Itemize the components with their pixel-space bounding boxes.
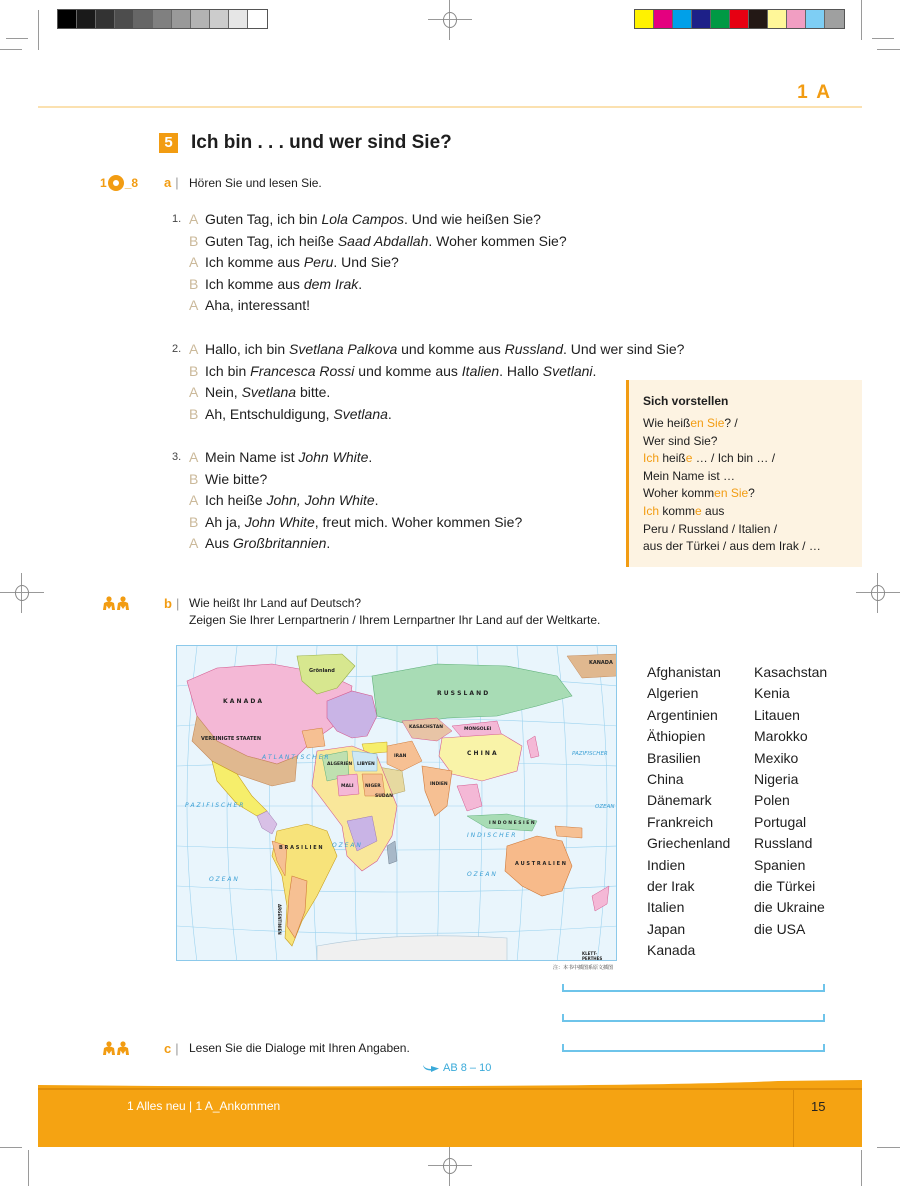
task-a-label: [164, 175, 179, 190]
speaker-label: A: [189, 254, 199, 271]
dialogue-line: [172, 490, 522, 512]
grayscale-calibration-bar: [57, 9, 268, 29]
calibration-swatch: [134, 10, 153, 28]
calibration-swatch: [191, 10, 210, 28]
calibration-swatch: [115, 10, 134, 28]
page-number: 15: [811, 1099, 826, 1114]
calibration-swatch: [654, 10, 673, 28]
country-name: Spanien: [754, 856, 806, 873]
country-name: die Ukraine: [754, 899, 825, 916]
crop-mark: [861, 0, 862, 40]
exercise-number: 5: [159, 133, 178, 153]
dialogue-number: [172, 252, 189, 274]
speaker-label: B: [189, 232, 199, 249]
dialogue-number: [172, 533, 189, 555]
country-name: der Irak: [647, 877, 695, 894]
arrow-right-icon: [423, 1064, 439, 1072]
map-label-algerien: ALGERIEN: [327, 762, 353, 767]
crop-mark: [861, 1150, 862, 1186]
speaker-label: A: [189, 341, 199, 357]
calibration-swatch: [248, 10, 267, 28]
dialogue-1: [172, 209, 567, 317]
grammar-box-title: Sich vorstellen: [643, 394, 729, 408]
task-letter: a: [164, 175, 172, 190]
country-name: Kenia: [754, 685, 790, 702]
dialogue-line: [172, 209, 567, 231]
country-name: Indien: [647, 856, 686, 873]
speaker-label: A: [189, 211, 199, 227]
dialogue-text: Mein Name ist John White.: [205, 449, 373, 465]
speaker-label: A: [189, 492, 199, 509]
task-b-line-1: Wie heißt Ihr Land auf Deutsch?: [189, 596, 362, 610]
footer-band: [38, 1088, 862, 1147]
map-label-libyen: LIBYEN: [357, 762, 375, 767]
map-label-china: C H I N A: [467, 750, 497, 757]
map-label-kasachstan: KASACHSTAN: [409, 725, 443, 730]
dialogue-line: [172, 404, 684, 426]
calibration-swatch: [787, 10, 806, 28]
calibration-swatch: [711, 10, 730, 28]
map-label-ozean-indian: O Z E A N: [467, 871, 496, 878]
map-label-australien: A U S T R A L I E N: [515, 861, 566, 867]
speaker-label: B: [189, 362, 199, 379]
dialogue-number: [172, 469, 189, 491]
task-b-instruction: [189, 595, 600, 629]
answer-line[interactable]: [562, 1044, 825, 1052]
dialogue-text: Ich heiße John, John White.: [205, 492, 379, 509]
dialogue-number: [172, 231, 189, 253]
dialogue-line: [172, 447, 522, 469]
crop-mark: [0, 1147, 22, 1148]
grammar-line: Mein Name ist …: [643, 468, 736, 483]
speaker-label: A: [189, 449, 199, 465]
dialogue-line: [172, 382, 684, 404]
map-label-argentinien: ARGENTINIEN: [277, 904, 282, 935]
grammar-line: Ich heiße … / Ich bin … /: [643, 451, 776, 466]
map-label-groenland: Grönland: [309, 668, 335, 674]
dialogue-number: [172, 274, 189, 296]
country-name: Frankreich: [647, 813, 714, 830]
calibration-swatch: [768, 10, 787, 28]
footer-divider: [793, 1090, 794, 1147]
map-label-sudan: SUDAN: [375, 794, 393, 799]
task-b-line-2: Zeigen Sie Ihrer Lernpartnerin / Ihrem Lernpartner Ihr Land auf der Weltkarte.: [189, 613, 601, 627]
footer-chapter: 1 Alles neu | 1 A_Ankommen: [127, 1099, 281, 1113]
calibration-swatch: [153, 10, 172, 28]
partner-work-icon: [102, 596, 130, 610]
unit-label: 1 A: [797, 82, 832, 103]
crop-mark: [6, 38, 28, 39]
country-name: Griechenland: [647, 835, 731, 852]
dialogue-line: [172, 231, 567, 253]
page-footer: [38, 1080, 862, 1147]
speaker-label: A: [189, 297, 199, 314]
cd-icon: [108, 175, 124, 191]
grammar-line: Ich komme aus: [643, 503, 725, 518]
calibration-swatch: [229, 10, 248, 28]
partner-work-icon: [102, 1041, 130, 1055]
dialogue-line: [172, 339, 684, 361]
dialogue-text: Hallo, ich bin Svetlana Palkova und komme aus Russland. Und wer sind Sie?: [205, 341, 685, 357]
crop-mark: [872, 38, 894, 39]
exercise-title: Ich bin . . . und wer sind Sie?: [191, 132, 452, 153]
color-calibration-bar: [634, 9, 845, 29]
task-separator: |: [175, 175, 179, 190]
map-credit-note: 注：本书中插图系原文插图: [553, 965, 614, 971]
calibration-swatch: [692, 10, 711, 28]
calibration-swatch: [730, 10, 749, 28]
country-name: Russland: [754, 835, 813, 852]
dialogue-text: Nein, Svetlana bitte.: [205, 384, 331, 401]
map-label-indischer: I N D I S C H E R: [467, 832, 516, 839]
country-list-left: [647, 662, 730, 961]
task-c-label: [164, 1041, 179, 1056]
map-label-pazifischer-west: P A Z I F I S C H E R: [185, 802, 244, 809]
dialogue-number: [172, 490, 189, 512]
calibration-swatch: [749, 10, 768, 28]
audio-cd-number: 1: [100, 176, 107, 190]
dialogue-number: [172, 295, 189, 317]
task-letter: b: [164, 596, 172, 611]
dialogue-text: Ah, Entschuldigung, Svetlana.: [205, 405, 392, 422]
country-name: Nigeria: [754, 770, 799, 787]
dialogue-number: [172, 382, 189, 404]
dialogue-text: Wie bitte?: [205, 470, 268, 487]
grammar-box: [626, 380, 862, 567]
dialogue-text: Aus Großbritannien.: [205, 535, 331, 552]
map-label-indonesien: I N D O N E S I E N: [489, 821, 535, 826]
calibration-swatch: [635, 10, 654, 28]
workbook-reference[interactable]: [423, 1062, 491, 1074]
country-name: die USA: [754, 920, 806, 937]
dialogue-number: [172, 361, 189, 383]
grammar-line: Wie heißen Sie? /: [643, 416, 738, 430]
workbook-reference-label: AB 8 – 10: [443, 1062, 492, 1074]
map-label-ozean-pacific: O Z E A N: [209, 876, 238, 883]
country-name: Brasilien: [647, 749, 701, 766]
registration-mark: [0, 573, 44, 613]
country-name: Litauen: [754, 706, 800, 723]
country-name: Japan: [647, 920, 686, 937]
map-label-brasilien: B R A S I L I E N: [279, 845, 323, 851]
grammar-line: Peru / Russland / Italien /: [643, 521, 778, 536]
calibration-swatch: [77, 10, 96, 28]
country-name: Portugal: [754, 813, 807, 830]
dialogue-text: Ah ja, John White, freut mich. Woher kommen Sie?: [205, 513, 523, 530]
dialogue-2: [172, 339, 684, 425]
task-c-instruction: Lesen Sie die Dialoge mit Ihren Angaben.: [189, 1041, 410, 1055]
country-name: Äthiopien: [647, 728, 706, 745]
speaker-label: B: [189, 275, 199, 292]
crop-mark: [0, 49, 22, 50]
crop-mark: [38, 10, 39, 50]
answer-line[interactable]: [562, 984, 825, 992]
dialogue-line: [172, 469, 522, 491]
map-label-russland: R U S S L A N D: [437, 690, 489, 697]
speaker-label: A: [189, 384, 199, 401]
country-name: Kanada: [647, 942, 696, 959]
map-label-mali: MALI: [341, 784, 354, 789]
country-name: Polen: [754, 792, 790, 809]
world-map: [176, 645, 617, 961]
calibration-swatch: [96, 10, 115, 28]
country-name: Argentinien: [647, 706, 718, 723]
dialogue-3: [172, 447, 522, 555]
speaker-label: B: [189, 513, 199, 530]
registration-mark: [428, 0, 472, 40]
map-label-kanada-east: KANADA: [589, 660, 613, 666]
task-a-instruction: Hören Sie und lesen Sie.: [189, 176, 322, 190]
country-name: Algerien: [647, 685, 699, 702]
audio-track-reference[interactable]: [100, 175, 138, 191]
crop-mark: [28, 1150, 29, 1186]
country-name: die Türkei: [754, 877, 816, 894]
country-name: Marokko: [754, 728, 808, 745]
country-name: Dänemark: [647, 792, 712, 809]
map-label-iran: IRAN: [394, 754, 407, 759]
task-b-label: [164, 596, 179, 611]
calibration-swatch: [172, 10, 191, 28]
dialogue-text: Ich komme aus Peru. Und Sie?: [205, 254, 399, 271]
dialogue-text: Aha, interessant!: [205, 297, 311, 314]
grammar-line: Wer sind Sie?: [643, 433, 718, 448]
registration-mark: [856, 573, 900, 613]
crop-mark: [877, 49, 900, 50]
map-label-ozean-east: OZEAN: [595, 804, 615, 810]
dialogue-number: 3.: [172, 451, 182, 463]
country-name: Kasachstan: [754, 664, 828, 680]
map-label-ozean-atlantic: O Z E A N: [332, 842, 361, 849]
country-list-right: [754, 662, 827, 940]
speaker-label: A: [189, 535, 199, 552]
dialogue-line: [172, 295, 567, 317]
grammar-line: aus der Türkei / aus dem Irak / …: [643, 539, 821, 554]
calibration-swatch: [673, 10, 692, 28]
map-label-atlantischer: A T L A N T I S C H E R: [262, 754, 329, 761]
speaker-label: B: [189, 405, 199, 422]
dialogue-text: Guten Tag, ich heiße Saad Abdallah. Woher kommen Sie?: [205, 232, 567, 249]
registration-mark: [428, 1146, 472, 1186]
task-separator: |: [175, 596, 180, 611]
header-divider: [38, 106, 862, 108]
country-name: Italien: [647, 899, 685, 916]
dialogue-number: 1.: [172, 213, 182, 225]
dialogue-text: Ich bin Francesca Rossi und komme aus Italien. Hallo Svetlani.: [205, 362, 597, 379]
dialogue-number: [172, 512, 189, 534]
speaker-label: B: [189, 470, 199, 487]
country-name: Mexiko: [754, 749, 799, 766]
crop-mark: [877, 1147, 900, 1148]
dialogue-line: [172, 252, 567, 274]
dialogue-number: 2.: [172, 343, 182, 355]
task-letter: c: [164, 1041, 172, 1056]
dialogue-line: [172, 533, 522, 555]
calibration-swatch: [58, 10, 77, 28]
calibration-swatch: [806, 10, 825, 28]
country-name: China: [647, 770, 684, 787]
map-label-niger: NIGER: [365, 784, 381, 789]
dialogue-line: [172, 361, 684, 383]
answer-line[interactable]: [562, 1014, 825, 1022]
map-label-pazifischer-east: PAZIFISCHER: [572, 751, 608, 757]
map-publisher: KLETT-PERTHES: [582, 951, 603, 961]
calibration-swatch: [825, 10, 844, 28]
grammar-line: Woher kommen Sie?: [643, 486, 755, 501]
map-label-kanada: K A N A D A: [223, 698, 263, 705]
dialogue-number: [172, 404, 189, 426]
dialogue-text: Ich komme aus dem Irak.: [205, 275, 363, 292]
audio-track-number: _8: [124, 176, 139, 190]
map-label-usa: VEREINIGTE STAATEN: [201, 736, 262, 742]
task-separator: |: [175, 1041, 179, 1056]
map-label-mongolei: MONGOLEI: [464, 727, 492, 732]
dialogue-line: [172, 512, 522, 534]
dialogue-line: [172, 274, 567, 296]
calibration-swatch: [210, 10, 229, 28]
map-label-indien: INDIEN: [430, 782, 448, 787]
country-name: Afghanistan: [647, 664, 721, 680]
dialogue-text: Guten Tag, ich bin Lola Campos. Und wie heißen Sie?: [205, 211, 541, 227]
